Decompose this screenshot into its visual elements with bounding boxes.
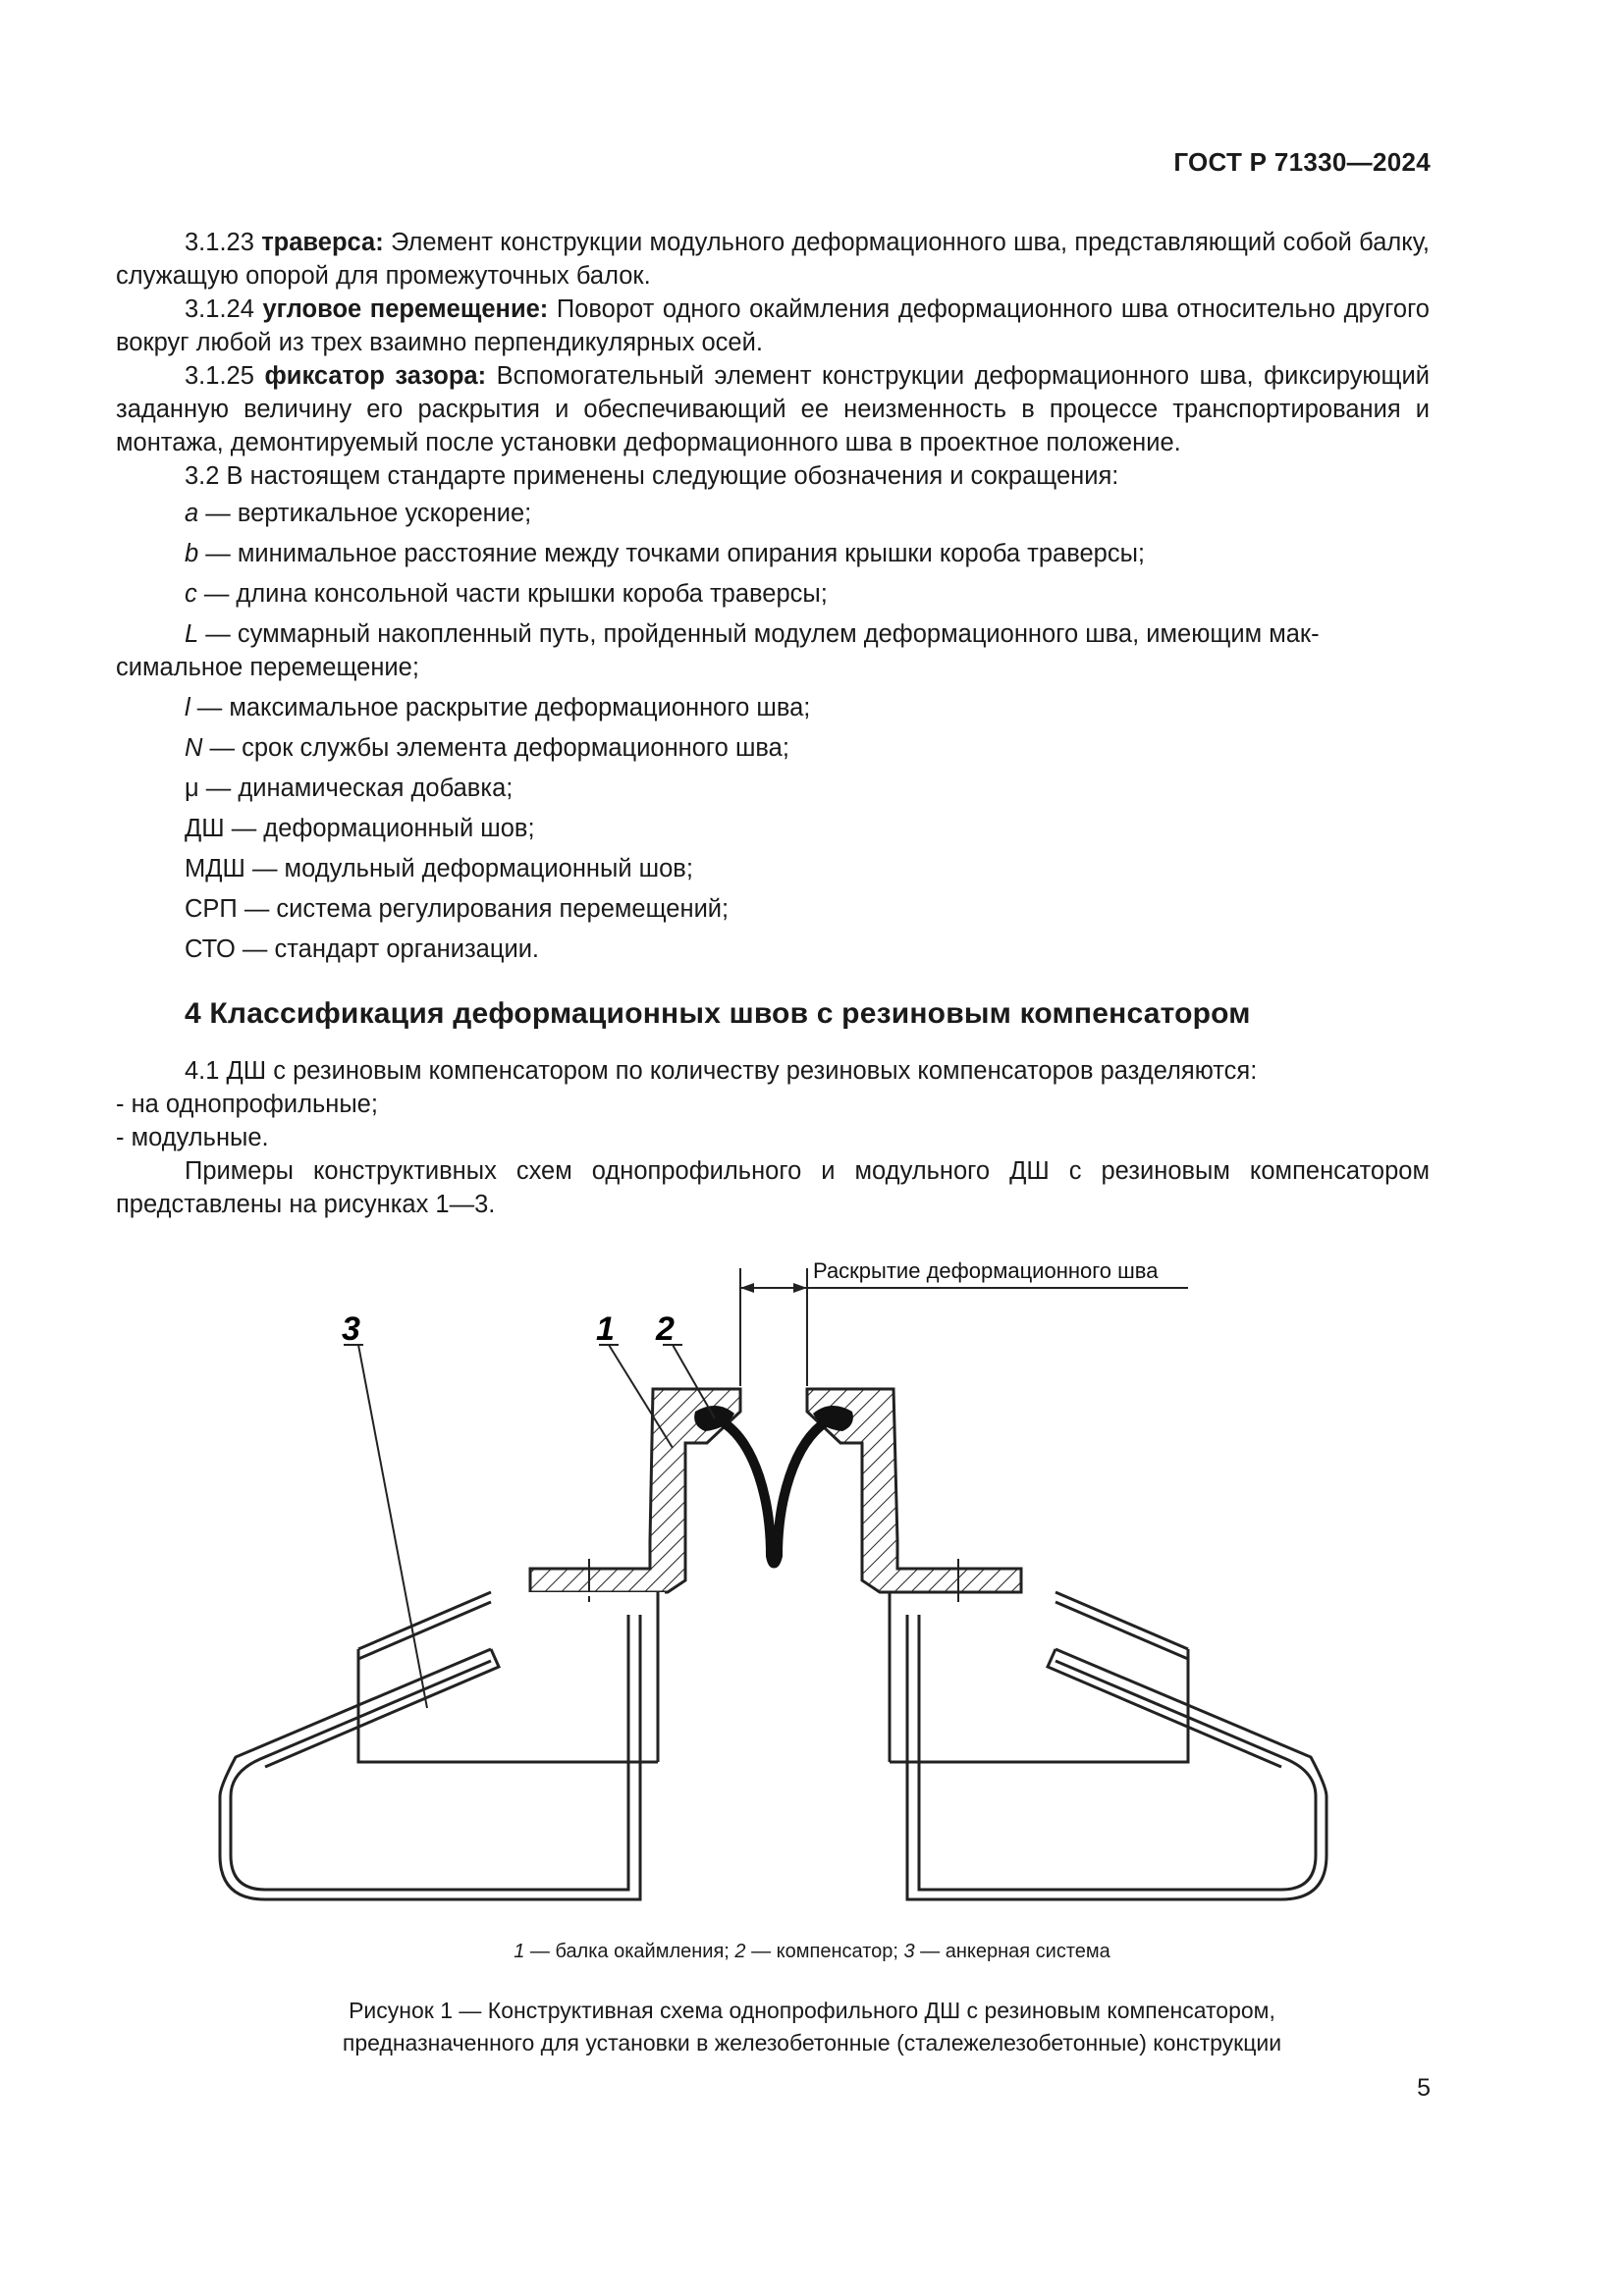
abbr-item xyxy=(116,691,1430,724)
standard-code: ГОСТ Р 71330—2024 xyxy=(1173,147,1431,177)
abbr-text: — минимальное расстояние между точками опирания крышки короба траверсы; xyxy=(198,540,1145,567)
symbol: b xyxy=(185,540,199,567)
definition-3-1-23 xyxy=(116,226,1430,293)
abbr-item xyxy=(116,772,1430,805)
abbr-item xyxy=(116,731,1430,765)
symbol: L xyxy=(185,620,199,648)
figure-caption xyxy=(0,1995,1624,2059)
figure-legend xyxy=(0,1941,1624,1963)
term: траверса: xyxy=(261,229,384,256)
definition-3-1-24 xyxy=(116,293,1430,359)
section-paragraph: 4.1 ДШ с резиновым компенсатором по количеству резиновых компенсаторов разделяются: xyxy=(185,1057,1258,1085)
definition-text: Поворот одного окаймления деформационного шва относительно другого вокруг любой из трех взаимно перпендикулярных осей. xyxy=(116,295,1430,356)
clause-number: 3.1.24 xyxy=(185,295,254,323)
abbr-item xyxy=(116,537,1430,570)
symbol: N xyxy=(185,734,203,762)
abbr-item: ДШ — деформационный шов; xyxy=(185,815,535,842)
clause-number: 3.1.25 xyxy=(185,362,254,390)
abbr-text: — длина консольной части крышки короба траверсы; xyxy=(196,580,828,608)
definition-text: Вспомогательный элемент конструкции деформационного шва, фиксирующий заданную величину его раскрытия и обеспечивающий ее неизменность в процессе транспортирования и монтажа, демонтируемый после установки деформационного шва в проектное положение. xyxy=(116,362,1431,456)
abbr-text: — максимальное раскрытие деформационного шва; xyxy=(189,694,811,721)
symbol: c xyxy=(185,580,197,608)
symbol: μ xyxy=(185,774,199,802)
section-heading: 4 Классификация деформационных швов с резиновым компенсатором xyxy=(185,997,1251,1030)
abbr-item: СРП — система регулирования перемещений; xyxy=(185,895,730,923)
callout-2: 2 xyxy=(656,1310,675,1348)
abbr-item: МДШ — модульный деформационный шов; xyxy=(185,855,693,882)
legend-num: 2 xyxy=(734,1941,746,1962)
legend-text: — анкерная система xyxy=(914,1941,1110,1962)
list-item: - модульные. xyxy=(116,1124,269,1151)
abbr-item xyxy=(116,577,1430,611)
abbr-item xyxy=(116,497,1430,530)
symbol: a xyxy=(185,500,199,527)
definition-text: Элемент конструкции модульного деформационного шва, представляющий собой балку, служащую опорой для промежуточных балок. xyxy=(116,229,1430,290)
abbr-item xyxy=(116,617,1430,651)
symbol: l xyxy=(185,694,190,721)
right-anchor-system xyxy=(890,1592,1326,1899)
abbr-text: — суммарный накопленный путь, пройденный модулем деформационного шва, имеющим мак- xyxy=(198,620,1320,648)
definition-3-1-25 xyxy=(116,359,1430,459)
abbr-item: СТО — стандарт организации. xyxy=(185,935,540,963)
abbreviations-list xyxy=(116,497,1430,966)
expansion-joint-drawing xyxy=(206,1247,1424,1934)
left-anchor-system xyxy=(220,1592,665,1899)
term: фиксатор зазора: xyxy=(264,362,487,390)
gap-dimension-label: Раскрытие деформационного шва xyxy=(813,1258,1159,1283)
legend-num: 3 xyxy=(903,1941,915,1962)
legend-text: — балка окаймления; xyxy=(524,1941,735,1962)
section-paragraph: Примеры конструктивных схем однопрофильного и модульного ДШ с резиновым компенсатором представлены на рисунках 1—3. xyxy=(116,1157,1430,1218)
clause-number: 3.1.23 xyxy=(185,229,254,256)
callout-1: 1 xyxy=(596,1310,615,1348)
caption-line: предназначенного для установки в железобетонные (сталежелезобетонные) конструкции xyxy=(342,2030,1282,2056)
abbr-item-continuation: симальное перемещение; xyxy=(116,654,419,681)
legend-text: — компенсатор; xyxy=(745,1941,904,1962)
term: угловое перемещение: xyxy=(262,295,549,323)
abbr-text: — срок службы элемента деформационного шва; xyxy=(202,734,789,762)
document-body xyxy=(116,226,1430,1221)
callout-3: 3 xyxy=(342,1310,360,1348)
legend-num: 1 xyxy=(514,1941,525,1962)
abbr-text: — вертикальное ускорение; xyxy=(198,500,532,527)
gap-dimension xyxy=(740,1258,1188,1386)
list-item: - на однопрофильные; xyxy=(116,1091,378,1118)
abbreviations-intro: 3.2 В настоящем стандарте применены следующие обозначения и сокращения: xyxy=(185,462,1119,490)
page-number: 5 xyxy=(1417,2074,1431,2102)
caption-line: Рисунок 1 — Конструктивная схема однопрофильного ДШ с резиновым компенсатором, xyxy=(349,1998,1275,2023)
abbr-text: — динамическая добавка; xyxy=(198,774,514,802)
